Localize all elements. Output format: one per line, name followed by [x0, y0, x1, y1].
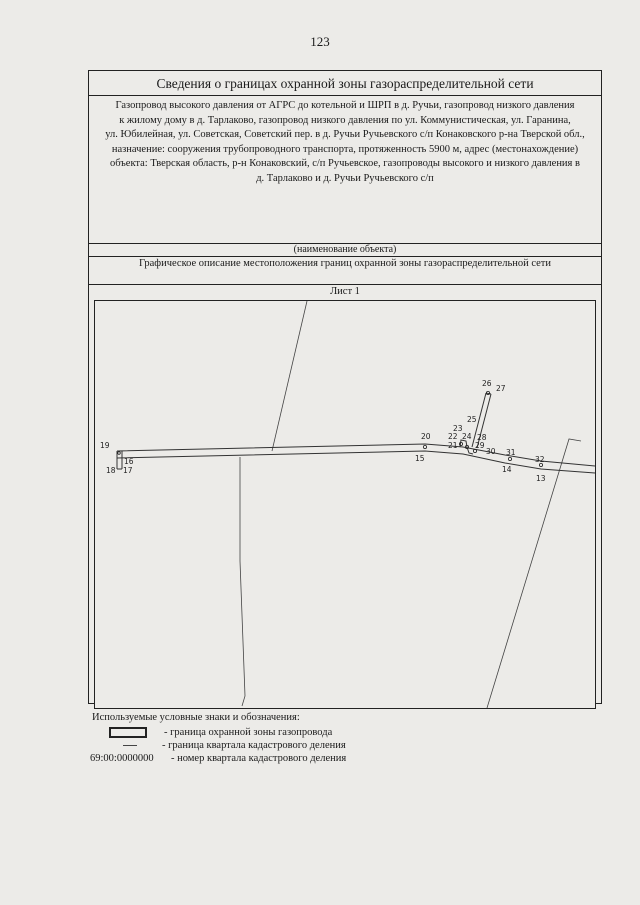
point-label-17: 17 — [123, 466, 133, 475]
point-label-16: 16 — [124, 457, 134, 466]
point-label-20: 20 — [421, 432, 431, 441]
boundary-map — [94, 300, 596, 709]
point-label-18: 18 — [106, 466, 116, 475]
boundary-vertex — [508, 457, 511, 460]
quarter-boundary-line — [272, 301, 307, 451]
boundary-vertex — [423, 445, 426, 448]
zone-boundary-symbol — [109, 727, 147, 738]
point-label-29: 29 — [475, 441, 485, 450]
boundary-vertex — [118, 452, 121, 455]
legend-row-code — [89, 752, 601, 765]
object-name-caption: (наименование объекта) — [89, 244, 601, 257]
sheet-label: Лист 1 — [330, 286, 360, 297]
point-label-32: 32 — [535, 455, 545, 464]
point-label-26: 26 — [482, 379, 492, 388]
section-title: Сведения о границах охранной зоны газораспределительной сети — [89, 71, 601, 96]
point-label-22: 22 — [448, 432, 458, 441]
legend-row-zone — [89, 726, 601, 739]
point-label-30: 30 — [486, 447, 496, 456]
graphic-description-heading: Графическое описание местоположения границ охранной зоны газораспределительной сети — [89, 257, 601, 285]
description-line: Газопровод высокого давления от АГРС до котельной и ШРП в д. Ручьи, газопровод низкого давления — [115, 100, 575, 111]
protection-zone-boundary — [117, 444, 595, 466]
quarter-code-sample: 69:00:0000000 — [90, 753, 154, 764]
description-line: назначение: сооружения трубопроводного транспорта, протяженность 5900 м, адрес (местонахождение) — [111, 143, 579, 155]
description-line: к жилому дому в д. Тарлаково, газопровод низкого давления по ул. Коммунистическая, ул. Гаранина, — [119, 114, 571, 126]
quarter-boundary-symbol — [123, 745, 137, 746]
point-label-21: 21 — [448, 441, 458, 450]
point-label-19: 19 — [100, 441, 110, 450]
object-description — [89, 96, 601, 244]
quarter-boundary-line — [487, 439, 581, 708]
point-label-14: 14 — [502, 465, 512, 474]
point-label-13: 13 — [536, 474, 546, 483]
map-drawing — [95, 301, 595, 708]
point-label-25: 25 — [467, 415, 477, 424]
description-line: объекта: Тверская область, р-н Конаковский, с/п Ручьевское, газопроводы высокого и низкого давления в — [110, 158, 580, 170]
protection-zone-boundary — [117, 451, 595, 473]
point-label-31: 31 — [506, 448, 516, 457]
legend-zone-text: - граница охранной зоны газопровода — [164, 727, 333, 738]
document-frame — [88, 70, 602, 764]
description-line: ул. Юбилейная, ул. Советская, Советский пер. в д. Ручьи Ручьевского с/п Конаковского р-на Тверской обл., — [105, 129, 585, 141]
point-label-28: 28 — [477, 433, 487, 442]
point-label-23: 23 — [453, 424, 463, 433]
description-line: д. Тарлаково и д. Ручьи Ручьевского с/п — [256, 172, 434, 184]
legend-code-text: - номер квартала кадастрового деления — [171, 753, 347, 764]
quarter-boundary-line — [240, 457, 245, 706]
point-label-15: 15 — [415, 454, 425, 463]
point-label-group — [100, 379, 546, 483]
legend-row-quarter — [89, 739, 601, 752]
point-label-27: 27 — [496, 384, 506, 393]
legend-quarter-text: - граница квартала кадастрового деления — [162, 740, 346, 751]
page-number: 123 — [310, 34, 330, 49]
legend-title: Используемые условные знаки и обозначения: — [92, 712, 300, 723]
point-label-24: 24 — [462, 432, 472, 441]
